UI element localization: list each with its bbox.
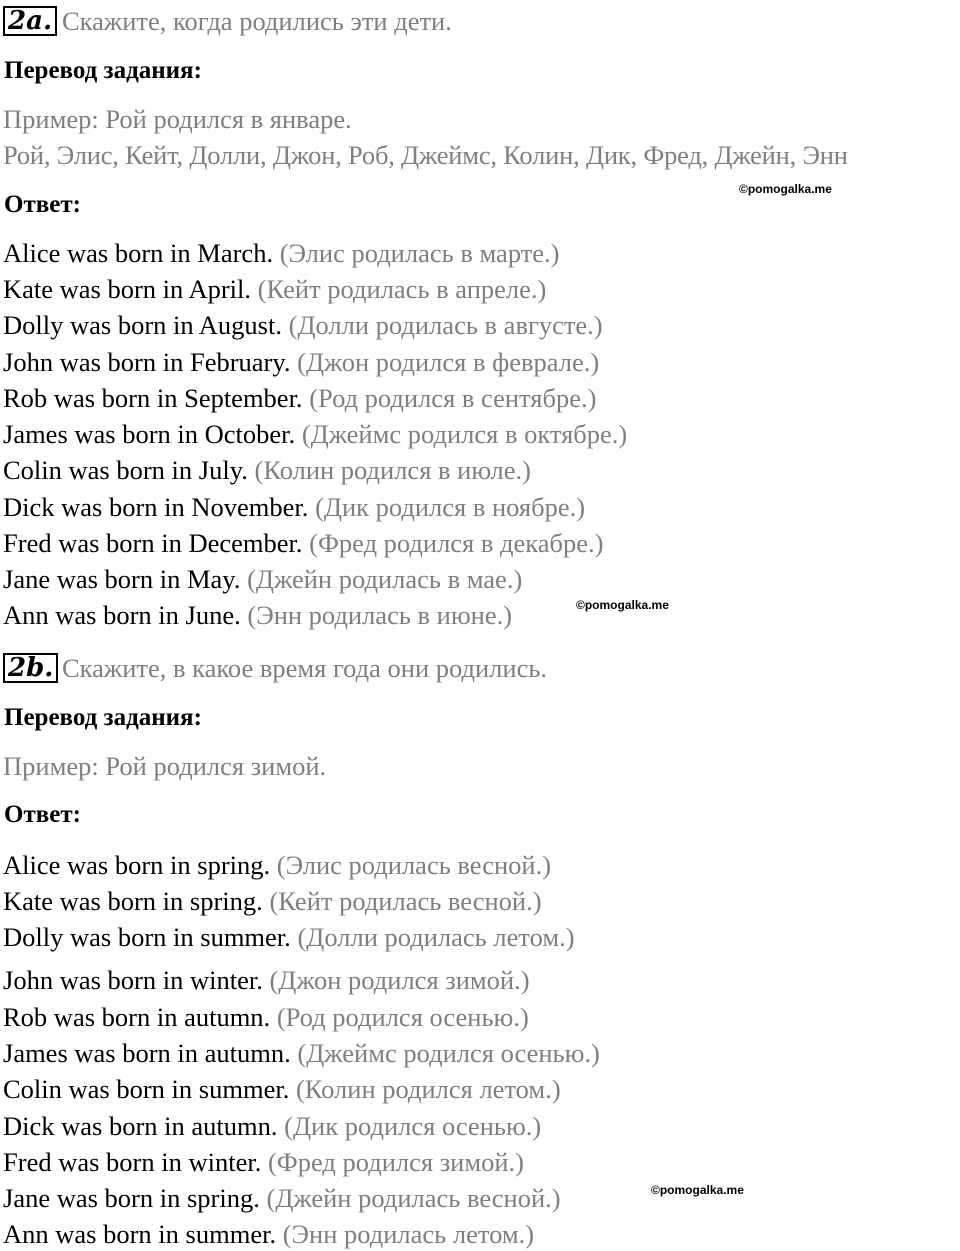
exercise-badge-2a: 2a. xyxy=(3,6,57,36)
answer-line: Alice was born in March. (Элис родилась в марте.) xyxy=(3,238,560,268)
answer-line: Dolly was born in August. (Долли родилась в августе.) xyxy=(3,310,603,340)
answer-line: Dick was born in autumn. (Дик родился осенью.) xyxy=(3,1111,542,1141)
answer-line: John was born in February. (Джон родился в феврале.) xyxy=(3,347,600,377)
answer-line: Colin was born in summer. (Колин родился летом.) xyxy=(3,1074,561,1104)
watermark-2a-bottom: ©pomogalka.me xyxy=(576,598,669,612)
answer-line: Ann was born in June. (Энн родилась в июне.) xyxy=(3,600,513,630)
translation-header-2b: Перевод задания: xyxy=(4,704,202,731)
task-text-2a: Скажите, когда родились эти дети. xyxy=(62,6,452,36)
answer-line: Kate was born in spring. (Кейт родилась весной.) xyxy=(3,886,542,916)
watermark-2a-top: ©pomogalka.me xyxy=(739,182,832,196)
watermark-2b: ©pomogalka.me xyxy=(651,1183,744,1197)
answer-line: Dick was born in November. (Дик родился в ноябре.) xyxy=(3,492,586,522)
answer-line: Jane was born in May. (Джейн родилась в мае.) xyxy=(3,564,523,594)
answer-line: Fred was born in winter. (Фред родился зимой.) xyxy=(3,1147,525,1177)
answer-line: Rob was born in autumn. (Род родился осенью.) xyxy=(3,1002,529,1032)
answer-line: Ann was born in summer. (Энн родилась летом.) xyxy=(3,1219,535,1249)
answer-line: Fred was born in December. (Фред родился в декабре.) xyxy=(3,528,604,558)
answer-header-2b: Ответ: xyxy=(4,801,81,828)
answer-line: Alice was born in spring. (Элис родилась весной.) xyxy=(3,850,552,880)
answer-header-2a: Ответ: xyxy=(4,191,81,218)
answer-line: Kate was born in April. (Кейт родилась в апреле.) xyxy=(3,274,547,304)
answer-line: Colin was born in July. (Колин родился в июле.) xyxy=(3,455,531,485)
example-2a: Пример: Рой родился в январе. xyxy=(3,104,352,134)
answer-line: Jane was born in spring. (Джейн родилась весной.) xyxy=(3,1183,561,1213)
answer-line: John was born in winter. (Джон родился зимой.) xyxy=(3,965,530,995)
translation-header-2a: Перевод задания: xyxy=(4,57,202,84)
answer-line: Dolly was born in summer. (Долли родилась летом.) xyxy=(3,922,575,952)
exercise-badge-2b: 2b. xyxy=(3,653,58,683)
example-2b: Пример: Рой родился зимой. xyxy=(3,751,327,781)
answer-line: Rob was born in September. (Род родился в сентябре.) xyxy=(3,383,597,413)
answer-line: James was born in autumn. (Джеймс родился осенью.) xyxy=(3,1038,600,1068)
names-list-2a: Рой, Элис, Кейт, Долли, Джон, Роб, Джеймс, Колин, Дик, Фред, Джейн, Энн xyxy=(3,140,848,170)
answer-line: James was born in October. (Джеймс родился в октябре.) xyxy=(3,419,628,449)
task-text-2b: Скажите, в какое время года они родились. xyxy=(62,653,548,683)
